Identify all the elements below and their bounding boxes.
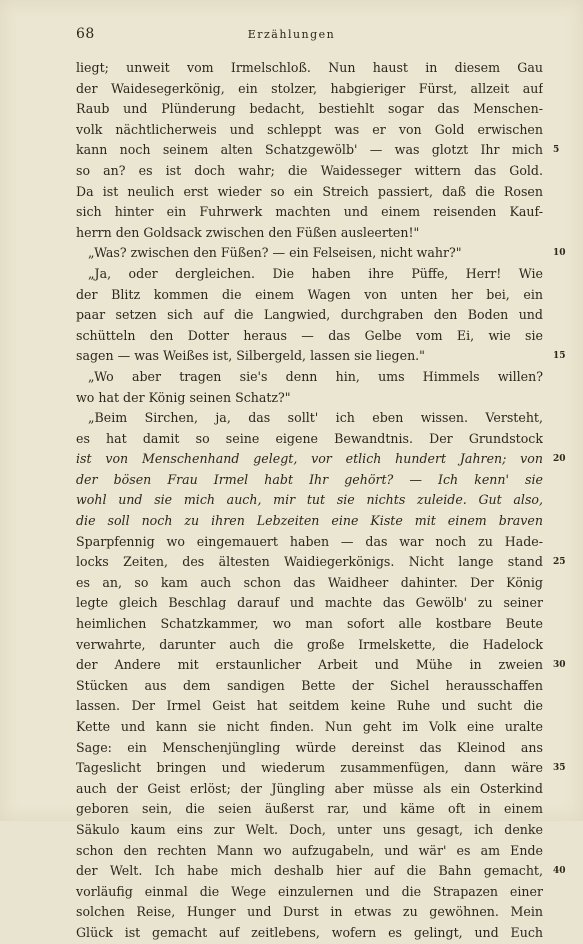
text-line: Tageslicht bringen und wiederum zusammenfügen, dann wäre <box>76 760 543 776</box>
line-number: 10 <box>553 248 566 259</box>
text-line: „Wo aber tragen sie's denn hin, ums Himmels willen? <box>88 368 543 384</box>
text-line: es an, so kam auch schon das Waidheer dahinter. Der König <box>76 574 543 590</box>
running-title: Erzählungen <box>247 28 336 41</box>
text-line: wo hat der König seinen Schatz?" <box>76 389 291 405</box>
text-line: wohl und sie mich auch, mir tut sie nichts zuleide. Gut also, <box>76 492 543 508</box>
text-line: der Welt. Ich habe mich deshalb hier auf die Bahn gemacht, <box>76 863 543 879</box>
text-line: so an? es ist doch wahr; die Waidesseger wittern das Gold. <box>76 162 543 178</box>
text-line: geboren sein, die seien äußerst rar, und käme oft in einem <box>76 801 543 817</box>
line-number: 15 <box>553 351 566 362</box>
text-line: sagen — was Weißes ist, Silbergeld, lassen sie liegen." <box>76 348 425 364</box>
text-line: auch der Geist erlöst; der Jüngling aber müsse als ein Osterkind <box>76 780 543 796</box>
text-line: schon den rechten Mann wo aufzugabeln, und wär' es am Ende <box>76 842 543 858</box>
text-line: der bösen Frau Irmel habt Ihr gehört? — Ich kenn' sie <box>76 471 543 487</box>
text-line: Kette und kann sie nicht finden. Nun geht im Volk eine uralte <box>76 719 543 734</box>
text-line: ist von Menschenhand gelegt, vor etlich hundert Jahren; von <box>76 451 543 467</box>
text-line: herrn den Goldsack zwischen den Füßen ausleerten!" <box>76 224 420 240</box>
text-line: Sparpfennig wo eingemauert haben — das war noch zu Hade- <box>76 533 543 549</box>
line-number: 40 <box>553 866 566 877</box>
text-line: es hat damit so seine eigene Bewandtnis. Der Grundstock <box>76 430 543 446</box>
text-line: lassen. Der Irmel Geist hat seitdem keine Ruhe und sucht die <box>76 698 543 714</box>
line-number: 25 <box>553 557 566 568</box>
line-number: 5 <box>553 145 560 156</box>
text-line: „Ja, oder dergleichen. Die haben ihre Püffe, Herr! Wie <box>88 265 543 281</box>
text-line: solchen Reise, Hunger und Durst in etwas zu gewöhnen. Mein <box>76 904 543 920</box>
text-line: locks Zeiten, des ältesten Waidiegerkönigs. Nicht lange stand <box>76 554 543 570</box>
text-line: die soll noch zu ihren Lebzeiten eine Kiste mit einem braven <box>76 513 543 529</box>
line-number: 35 <box>553 763 566 774</box>
text-line: Raub und Plünderung bedacht, bestiehlt sogar das Menschen- <box>76 101 543 117</box>
text-line: sich hinter ein Fuhrwerk machten und einem reisenden Kauf- <box>76 204 543 220</box>
text-line: volk nächtlicherweis und schleppt was er von Gold erwischen <box>76 121 543 137</box>
text-line: Glück ist gemacht auf zeitlebens, wofern es gelingt, und Euch <box>76 924 543 940</box>
text-line: kann noch seinem alten Schatzgewölb' — was glotzt Ihr mich <box>76 142 543 158</box>
text-line: verwahrte, darunter auch die große Irmelskette, die Hadelock <box>76 636 543 652</box>
line-number: 20 <box>553 454 566 465</box>
text-line: der Andere mit erstaunlicher Arbeit und Mühe in zweien <box>76 657 543 673</box>
text-line: Da ist neulich erst wieder so ein Streich passiert, daß die Rosen <box>76 183 543 199</box>
line-number: 30 <box>553 660 566 671</box>
text-line: „Beim Sirchen, ja, das sollt' ich eben wissen. Versteht, <box>88 410 543 426</box>
text-line: der Waidesegerkönig, ein stolzer, habgieriger Fürst, allzeit auf <box>76 80 543 96</box>
text-line: Sage: ein Menschenjüngling würde dereinst das Kleinod ans <box>76 739 543 755</box>
text-line: liegt; unweit vom Irmelschloß. Nun haust in diesem Gau <box>76 60 543 75</box>
text-line: legte gleich Beschlag darauf und machte das Gewölb' zu seiner <box>76 595 543 611</box>
text-line: vorläufig einmal die Wege einzulernen und die Strapazen einer <box>76 883 543 899</box>
text-line: der Blitz kommen die einem Wagen von unten her bei, ein <box>76 286 543 302</box>
page-number: 68 <box>76 26 95 42</box>
body-text <box>76 58 543 944</box>
text-line: heimlichen Schatzkammer, wo man sofort alle kostbare Beute <box>76 616 543 632</box>
text-line: schütteln den Dotter heraus — das Gelbe vom Ei, wie sie <box>76 327 543 343</box>
text-line: Stücken aus dem sandigen Bette der Sichel herausschaffen <box>76 677 543 693</box>
text-line: „Was? zwischen den Füßen? — ein Felseisen, nicht wahr?" <box>88 245 462 261</box>
text-line: Säkulo kaum eins zur Welt. Doch, unter uns gesagt, ich denke <box>76 821 543 837</box>
text-line: paar setzen sich auf die Langwied, durchgraben den Boden und <box>76 307 543 323</box>
